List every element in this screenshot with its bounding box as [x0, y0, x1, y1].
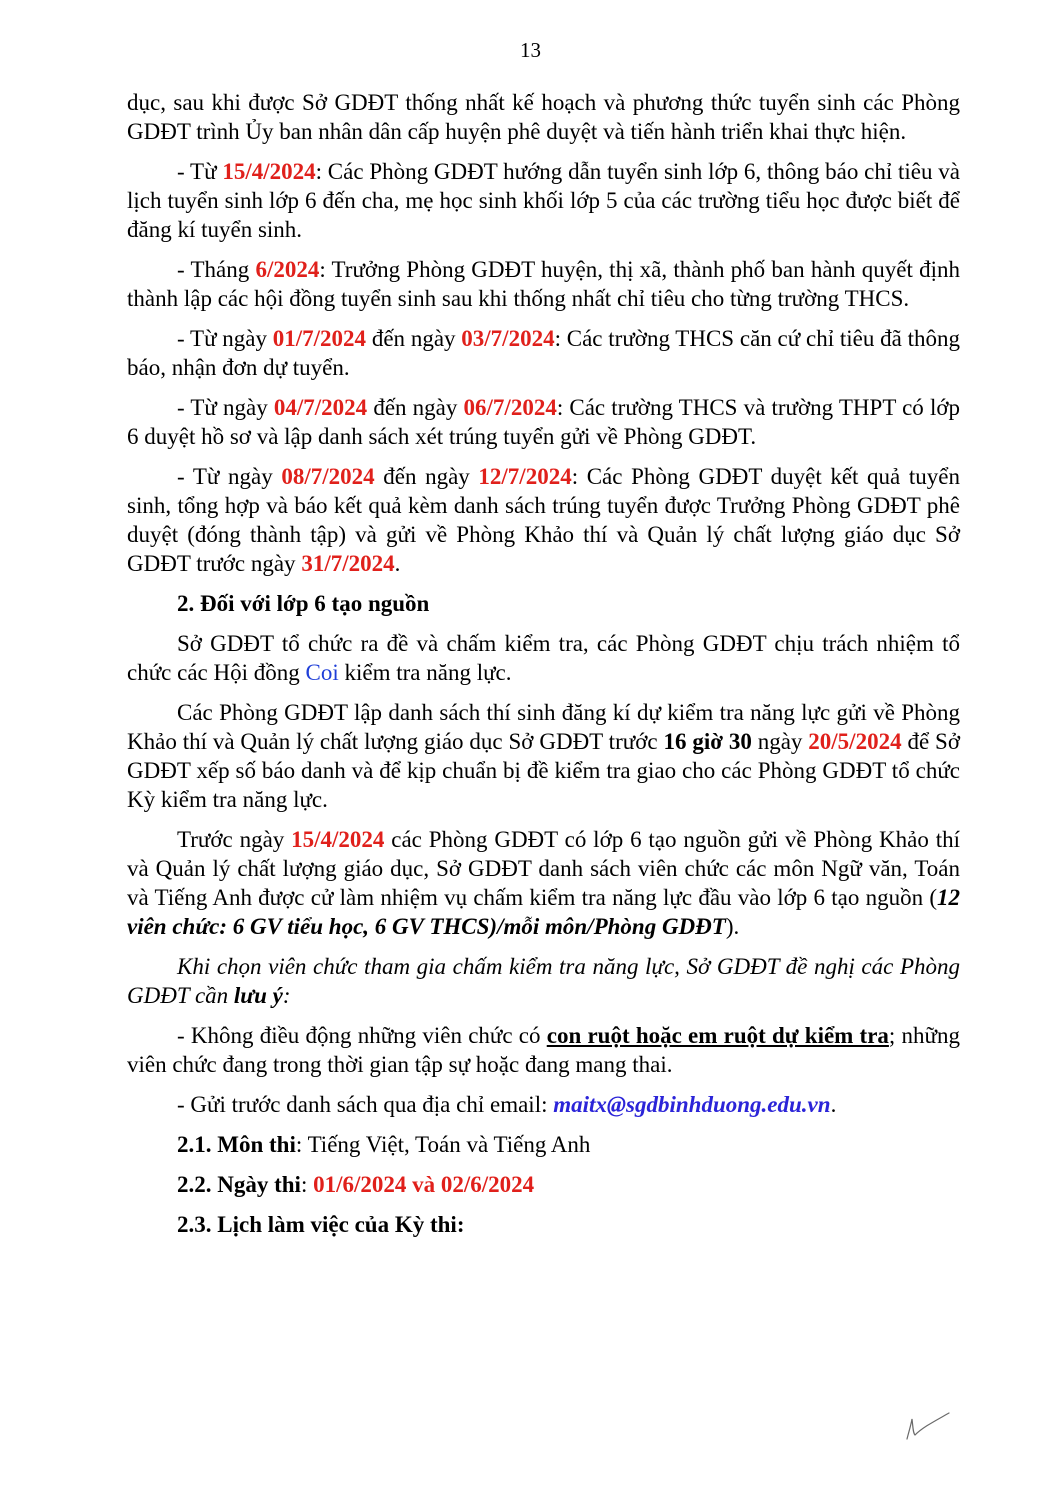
date-highlight: 15/4/2024 — [222, 159, 316, 184]
paragraph-schedule — [127, 1210, 960, 1239]
paragraph-continuation — [127, 88, 960, 146]
date-highlight: 31/7/2024 — [301, 551, 395, 576]
document-body — [127, 88, 960, 1250]
text: đến ngày — [374, 464, 479, 489]
date-highlight: 12/7/2024 — [478, 464, 572, 489]
text: để Sở GDĐT xếp số báo danh và để kịp chuẩn bị đề kiểm tra giao cho các Phòng GDĐT tổ chức Kỳ kiểm tra năng lực. — [127, 729, 960, 812]
paragraph-candidate-list — [127, 698, 960, 814]
underlined-emphasis: con ruột hoặc em ruột dự kiểm tra — [546, 1023, 889, 1048]
paragraph-subjects — [127, 1130, 960, 1159]
highlighted-word: Coi — [305, 660, 339, 685]
text: đến ngày — [366, 326, 462, 351]
text: : Các Phòng GDĐT duyệt kết quả tuyển sinh, tổng hợp và báo kết quả kèm danh sách trúng tuyển được Trưởng Phòng GDĐT phê duyệt (đóng thành tập) và gửi về Phòng Khảo thí và Quản lý chất lượng giáo dục Sở GDĐT trước ngày — [127, 464, 960, 576]
signature-mark — [895, 1405, 955, 1445]
paragraph-june-council — [127, 255, 960, 313]
text: : Trưởng Phòng GDĐT huyện, thị xã, thành phố ban hành quyết định thành lập các hội đồng tuyển sinh sau khi thống nhất chỉ tiêu cho từng trường THCS. — [127, 257, 960, 311]
text: Sở GDĐT tổ chức ra đề và chấm kiểm tra, các Phòng GDĐT chịu trách nhiệm tổ chức các Hội đồng — [127, 631, 960, 685]
text: : Các trường THCS và trường THPT có lớp 6 duyệt hồ sơ và lập danh sách xét trúng tuyển gửi về Phòng GDĐT. — [127, 395, 960, 449]
date-highlight: 01/7/2024 — [272, 326, 367, 351]
text: : — [282, 983, 291, 1008]
text: - Từ ngày — [177, 464, 282, 489]
paragraph-selection-note — [127, 952, 960, 1010]
date-highlight: 06/7/2024 — [463, 395, 557, 420]
paragraph-email — [127, 1090, 960, 1119]
date-highlight: 6/2024 — [255, 257, 320, 282]
text: đến ngày — [367, 395, 464, 420]
text: kiểm tra năng lực. — [338, 660, 512, 685]
date-highlight: 15/4/2024 — [291, 827, 385, 852]
date-highlight: 03/7/2024 — [461, 326, 555, 351]
text: . — [830, 1092, 837, 1117]
paragraph-review-period — [127, 393, 960, 451]
date-highlight: 08/7/2024 — [281, 464, 375, 489]
page-number: 13 — [520, 38, 541, 62]
text: - Không điều động những viên chức có — [177, 1023, 547, 1048]
text: Trước ngày — [177, 827, 292, 852]
paragraph-exam-dates — [127, 1170, 960, 1199]
text: : — [300, 1172, 314, 1197]
paragraph-exam-organization — [127, 629, 960, 687]
date-highlight: 01/6/2024 và 02/6/2024 — [313, 1172, 535, 1197]
text: . — [394, 551, 401, 576]
paragraph-april-enrollment-guide — [127, 157, 960, 244]
text: Khi chọn viên chức tham gia chấm kiểm tra năng lực, Sở GDĐT đề nghị các Phòng GDĐT cần — [127, 954, 960, 1008]
paragraph-application-period — [127, 324, 960, 382]
emphasis-text: 12 viên chức: 6 GV tiểu học, 6 GV THCS)/mỗi môn/Phòng GDĐT — [127, 885, 960, 939]
text: : Các trường THCS căn cứ chỉ tiêu đã thông báo, nhận đơn dự tuyển. — [127, 326, 960, 380]
paragraph-exclusion-rule — [127, 1021, 960, 1079]
text: - Từ ngày — [177, 395, 274, 420]
emphasis-text: lưu ý — [233, 983, 283, 1008]
text: - Tháng — [177, 257, 256, 282]
date-highlight: 04/7/2024 — [273, 395, 368, 420]
text: : Tiếng Việt, Toán và Tiếng Anh — [295, 1132, 591, 1157]
text: dục, sau khi được Sở GDĐT thống nhất kế hoạch và phương thức tuyển sinh các Phòng GDĐT trình Ủy ban nhân dân cấp huyện phê duyệt và tiến hành triển khai thực hiện. — [127, 90, 960, 144]
text: - Từ — [177, 159, 223, 184]
text: - Từ ngày — [177, 326, 273, 351]
text: ngày — [751, 729, 809, 754]
text: các Phòng GDĐT có lớp 6 tạo nguồn gửi về Phòng Khảo thí và Quản lý chất lượng giáo dục, Sở GDĐT danh sách viên chức các môn Ngữ văn, Toán và Tiếng Anh được cử làm nhiệm vụ chấm kiểm tra năng lực đầu vào lớp 6 tạo nguồn ( — [127, 827, 960, 910]
date-highlight: 20/5/2024 — [808, 729, 902, 754]
text: ; những viên chức đang trong thời gian tập sự hoặc đang mang thai. — [127, 1023, 960, 1077]
paragraph-approval-period — [127, 462, 960, 578]
section-heading: 2. Đối với lớp 6 tạo nguồn — [177, 591, 430, 616]
paragraph-grader-list — [127, 825, 960, 941]
email-address: maitx@sgdbinhduong.edu.vn — [553, 1092, 831, 1117]
text: Các Phòng GDĐT lập danh sách thí sinh đăng kí dự kiểm tra năng lực gửi về Phòng Khảo thí và Quản lý chất lượng giáo dục Sở GDĐT trước — [127, 700, 960, 754]
subsection-label: 2.3. Lịch làm việc của Kỳ thi: — [177, 1212, 465, 1237]
text: : Các Phòng GDĐT hướng dẫn tuyển sinh lớp 6, thông báo chỉ tiêu và lịch tuyển sinh lớp 6 đến cha, mẹ học sinh khối lớp 5 của các trường tiểu học được biết để đăng kí tuyển sinh. — [127, 159, 960, 242]
text: - Gửi trước danh sách qua địa chỉ email: — [177, 1092, 554, 1117]
subsection-label: 2.1. Môn thi — [177, 1132, 296, 1157]
subsection-label: 2.2. Ngày thi — [177, 1172, 301, 1197]
text: ). — [725, 914, 740, 939]
deadline-time: 16 giờ 30 — [663, 729, 752, 754]
